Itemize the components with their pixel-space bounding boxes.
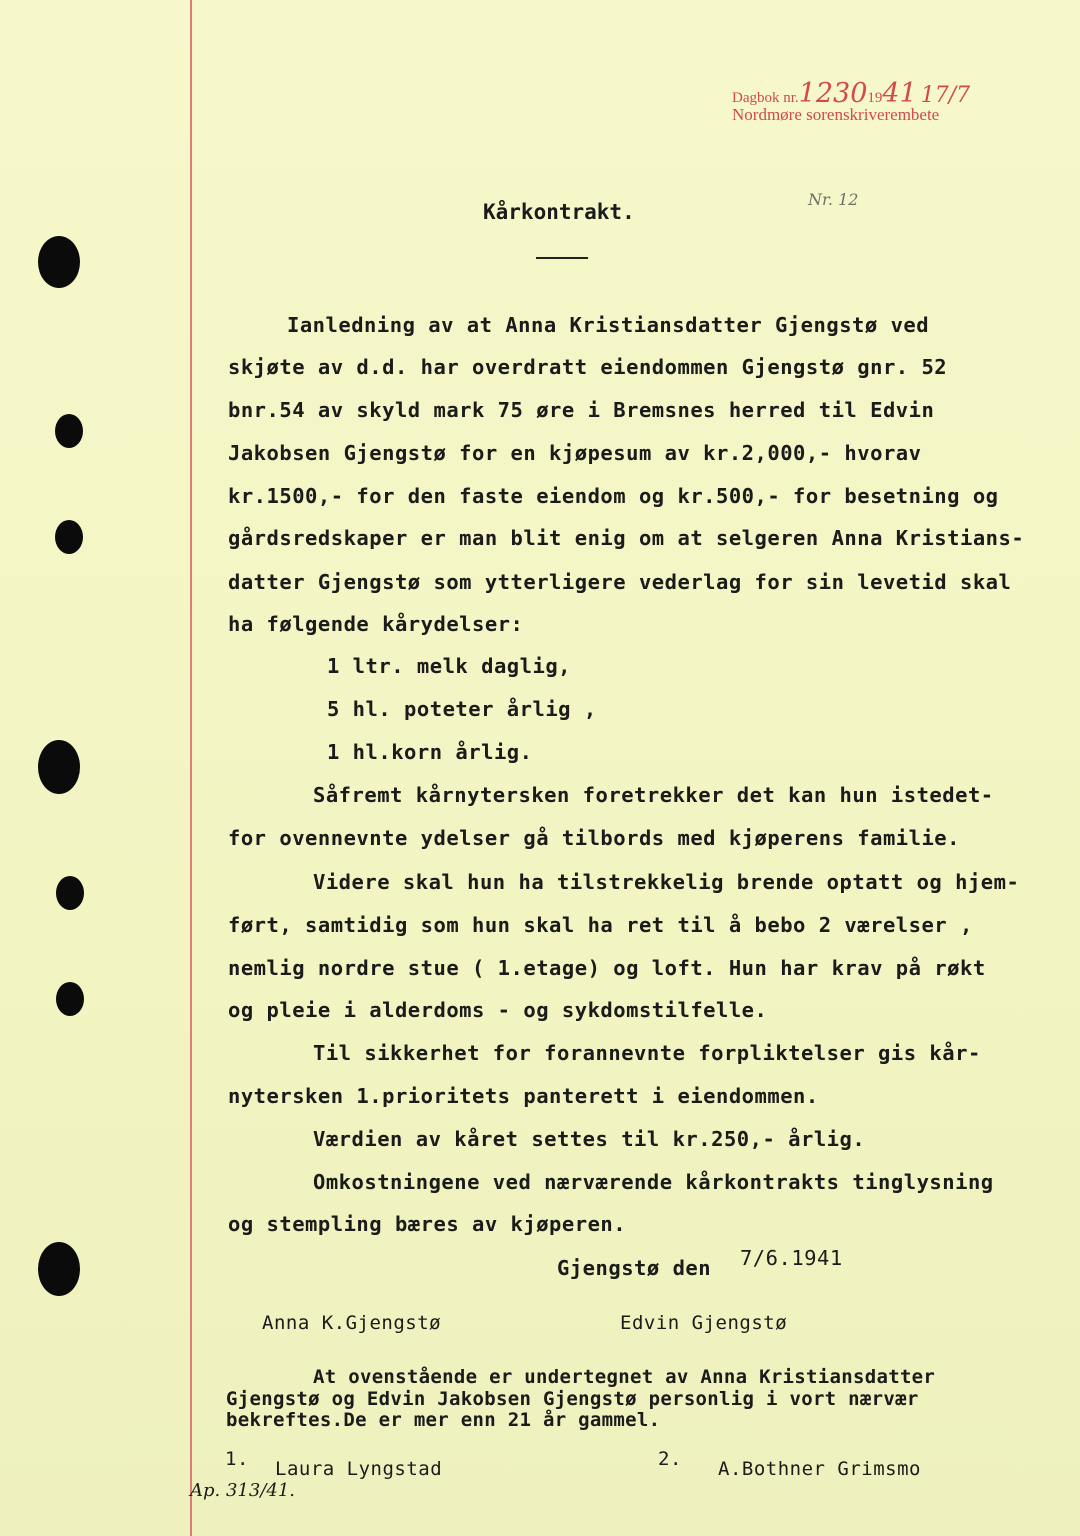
- registry-stamp: [732, 78, 970, 125]
- attestation-line: bekreftes.De er mer enn 21 år gammel.: [226, 1409, 661, 1431]
- punch-hole-5: [56, 876, 84, 910]
- stamp-year: 41: [882, 78, 917, 109]
- body-line: Jakobsen Gjengstø for en kjøpesum av kr.2,000,- hvorav: [228, 441, 922, 465]
- witness-2-number: 2.: [658, 1448, 682, 1470]
- body-line: Til sikkerhet for forannevnte forpliktelser gis kår-: [313, 1041, 981, 1065]
- body-line: og pleie i alderdoms - og sykdomstilfelle.: [228, 998, 768, 1022]
- body-line: Såfremt kårnytersken foretrekker det kan hun istedet-: [313, 783, 994, 807]
- place: Gjengstø den: [557, 1256, 712, 1280]
- punch-hole-7: [38, 1242, 80, 1296]
- body-line: nytersken 1.prioritets panterett i eiendommen.: [228, 1084, 819, 1108]
- witness-1-name: Laura Lyngstad: [275, 1458, 443, 1480]
- body-line: nemlig nordre stue ( 1.etage) og loft. Hun har krav på røkt: [228, 956, 986, 980]
- attestation-line: Gjengstø og Edvin Jakobsen Gjengstø personlig i vort nærvær: [226, 1388, 919, 1410]
- body-line: gårdsredskaper er man blit enig om at selgeren Anna Kristians-: [228, 526, 1025, 550]
- body-line: ha følgende kårydelser:: [228, 612, 524, 636]
- punch-hole-4: [38, 740, 80, 794]
- punch-hole-1: [38, 236, 80, 288]
- attestation-line: At ovenstående er undertegnet av Anna Kristiansdatter: [313, 1366, 936, 1388]
- stamp-date: 17/7: [920, 83, 971, 108]
- stamp-office: Nordmøre sorenskriverembete: [732, 105, 940, 124]
- stamp-year-prefix: 19: [867, 90, 883, 106]
- punch-hole-3: [55, 520, 83, 554]
- margin-annotation: Ap. 313/41.: [190, 1480, 296, 1501]
- title-underline: [536, 257, 588, 259]
- body-line: skjøte av d.d. har overdratt eiendommen Gjengstø gnr. 52: [228, 355, 948, 379]
- body-line: Videre skal hun ha tilstrekkelig brende optatt og hjem-: [313, 870, 1020, 894]
- punch-hole-2: [55, 414, 83, 448]
- body-line: for ovennevnte ydelser gå tilbords med kjøperens familie.: [228, 826, 960, 850]
- stamp-number: 1230: [798, 78, 868, 109]
- witness-2-name: A.Bothner Grimsmo: [718, 1458, 921, 1480]
- body-line: bnr.54 av skyld mark 75 øre i Bremsnes herred til Edvin: [228, 398, 935, 422]
- place-date: [557, 1246, 843, 1280]
- witness-1-number: 1.: [225, 1448, 249, 1470]
- document-title: Kårkontrakt.: [483, 200, 635, 224]
- body-line: ført, samtidig som hun skal ha ret til å bebo 2 værelser ,: [228, 913, 973, 937]
- body-line: Ianledning av at Anna Kristiansdatter Gjengstø ved: [287, 313, 930, 337]
- red-margin-line: [190, 0, 192, 1536]
- signature-seller: Anna K.Gjengstø: [262, 1312, 442, 1334]
- list-item: 1 ltr. melk daglig,: [327, 654, 571, 678]
- list-item: 5 hl. poteter årlig ,: [327, 697, 597, 721]
- body-line: kr.1500,- for den faste eiendom og kr.500,- for besetning og: [228, 484, 999, 508]
- list-item: 1 hl.korn årlig.: [327, 740, 533, 764]
- scribble-mark: Nr. 12: [808, 190, 859, 209]
- body-line: og stempling bæres av kjøperen.: [228, 1212, 627, 1236]
- body-line: Omkostningene ved nærværende kårkontrakts tinglysning: [313, 1170, 994, 1194]
- signature-buyer: Edvin Gjengstø: [620, 1312, 788, 1334]
- body-line: datter Gjengstø som ytterligere vederlag for sin levetid skal: [228, 570, 1012, 594]
- body-line: Værdien av kåret settes til kr.250,- årlig.: [313, 1127, 866, 1151]
- stamp-label: Dagbok nr.: [732, 90, 799, 106]
- punch-hole-6: [56, 982, 84, 1016]
- signing-date: 7/6.1941: [739, 1246, 843, 1270]
